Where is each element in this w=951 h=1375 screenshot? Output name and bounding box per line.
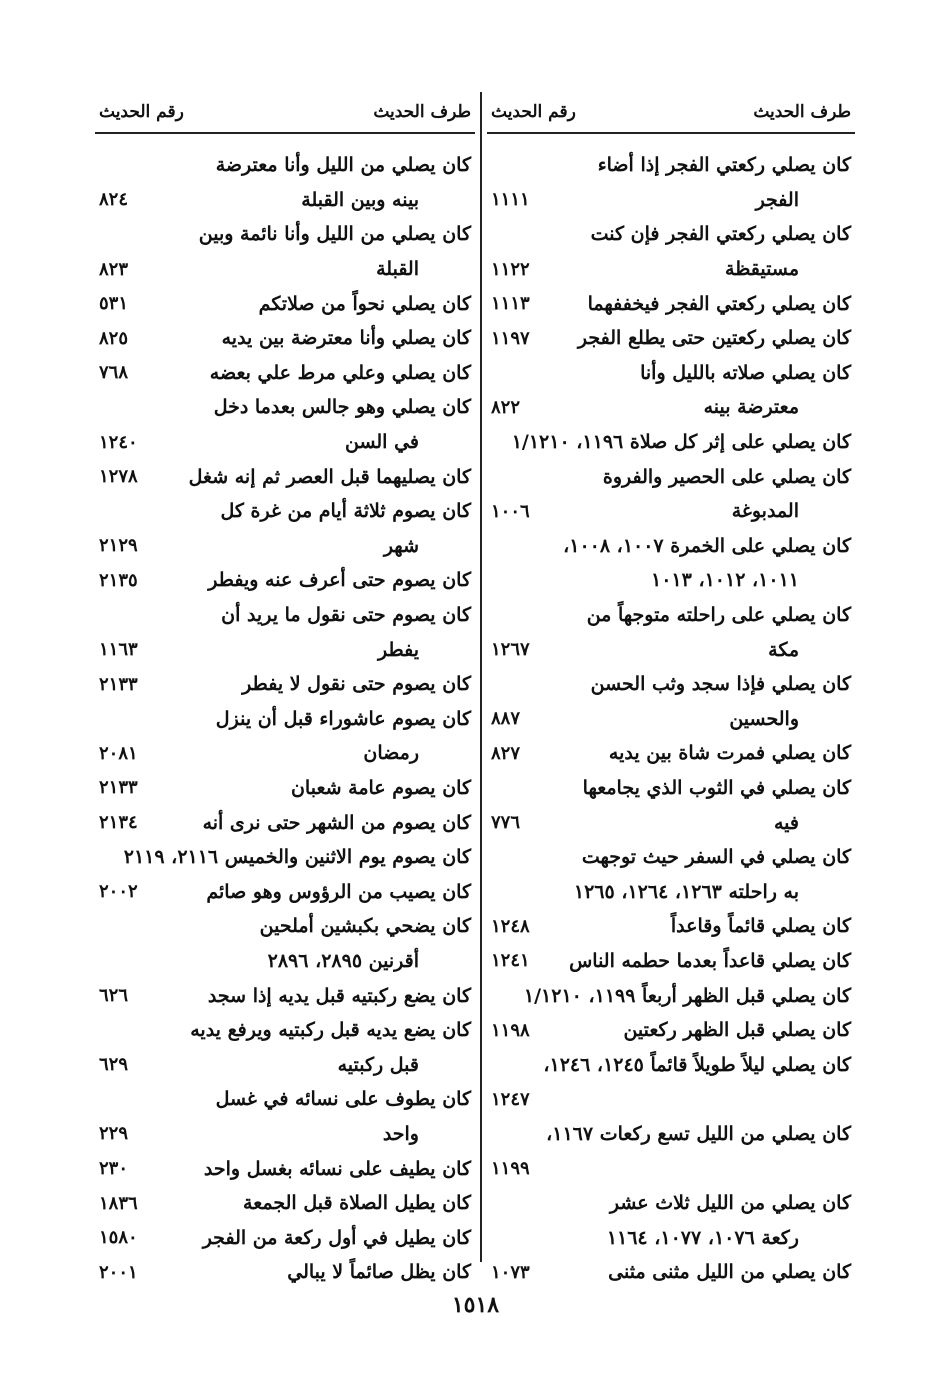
number-header: رقم الحديث: [99, 102, 184, 122]
index-entry-line: [95, 702, 475, 737]
hadith-term: كان يصلي نحواً من صلاتكم: [258, 292, 471, 315]
hadith-term: كان يصلي على راحلته متوجهاً من: [586, 604, 851, 627]
index-entry-line: [487, 459, 855, 494]
hadith-term: والحسين: [729, 707, 799, 730]
hadith-term: كان يصوم ثلاثة أيام من غرة كل: [220, 500, 471, 523]
hadith-number: ١٠٠٦: [491, 500, 530, 522]
index-entry-line: [487, 840, 855, 875]
hadith-term: قبل ركبتيه: [337, 1053, 419, 1076]
hadith-term: كان يصلي قائماً وقاعداً: [670, 915, 851, 938]
index-entry-line: [487, 390, 855, 425]
hadith-term: شهر: [383, 534, 419, 557]
index-entry-line: [95, 356, 475, 391]
hadith-term: كان يصلي في الثوب الذي يجامعها: [582, 776, 851, 799]
hadith-term: كان يصلي من الليل وأنا معترضة: [215, 154, 471, 177]
hadith-number: ١١٦٣: [99, 639, 138, 661]
hadith-number: ١٢٤١: [491, 950, 530, 972]
hadith-number: ٢٠٨١: [99, 742, 138, 764]
hadith-term: كان يصلي قبل الظهر ركعتين: [623, 1019, 851, 1042]
hadith-term: مستيقظة: [725, 258, 799, 281]
hadith-term: ١٠١١، ١٠١٢، ١٠١٣: [651, 569, 799, 592]
hadith-number: ١٢٤٨: [491, 915, 530, 937]
hadith-term: كان يصوم من الشهر حتى نرى أنه: [202, 811, 471, 834]
hadith-number: ٢١٢٩: [99, 535, 138, 557]
hadith-term: كان يصوم يوم الاثنين والخميس ٢١١٦، ٢١١٩: [123, 846, 471, 869]
index-entry-line: [487, 563, 855, 598]
index-entry-line: [487, 529, 855, 564]
right-entries: [487, 148, 855, 1290]
index-entry-line: [487, 978, 855, 1013]
hadith-term: القبلة: [376, 258, 419, 281]
index-entry-line: [487, 909, 855, 944]
hadith-number: ٢١٣٥: [99, 569, 138, 591]
index-entry-line: [487, 321, 855, 356]
index-entry-line: [95, 1186, 475, 1221]
hadith-term: في السن: [344, 431, 419, 454]
hadith-number: ٨٢٥: [99, 327, 129, 349]
index-entry-line: [95, 494, 475, 529]
index-entry-line: [487, 874, 855, 909]
index-entry-line: [95, 632, 475, 667]
hadith-number: ٨٢٤: [99, 189, 129, 211]
hadith-term: كان يصلي من الليل مثنى مثنى: [608, 1261, 851, 1284]
index-entry-line: [95, 874, 475, 909]
hadith-term: كان يطيل الصلاة قبل الجمعة: [243, 1192, 471, 1215]
index-entry-line: [95, 390, 475, 425]
index-entry-line: [95, 286, 475, 321]
hadith-number: ١٢٤٧: [491, 1088, 530, 1110]
hadith-term: كان يصلي ركعتي الفجر فيخففهما: [587, 292, 851, 315]
hadith-term: الفجر: [755, 188, 799, 211]
hadith-number: ٢١٣٤: [99, 812, 138, 834]
index-entry-line: [487, 736, 855, 771]
hadith-term: كان يصلي ركعتين حتى يطلع الفجر: [577, 327, 851, 350]
hadith-number: ٢٠٠١: [99, 1261, 138, 1283]
index-entry-line: [95, 944, 475, 979]
index-entry-line: [487, 1013, 855, 1048]
index-entry-line: [487, 598, 855, 633]
hadith-term: كان يصوم عاشوراء قبل أن ينزل: [215, 707, 471, 730]
hadith-term: كان يصلي على الخمرة ١٠٠٧، ١٠٠٨،: [563, 534, 851, 557]
hadith-number: ١١٩٧: [491, 327, 530, 349]
number-header: رقم الحديث: [491, 102, 576, 122]
index-entry-line: [487, 667, 855, 702]
index-entry-line: [95, 1151, 475, 1186]
index-entry-line: [95, 909, 475, 944]
index-entry-line: [487, 1047, 855, 1082]
hadith-term: كان يصلي ركعتي الفجر فإن كنت: [590, 223, 851, 246]
hadith-number: ٢١٣٣: [99, 777, 138, 799]
term-header: طرف الحديث: [373, 102, 471, 122]
index-entry-line: [487, 702, 855, 737]
hadith-number: ٥٣١: [99, 293, 129, 315]
hadith-term: كان يصلي في السفر حيث توجهت: [581, 846, 851, 869]
index-entry-line: [487, 1082, 855, 1117]
index-entry-line: [95, 1082, 475, 1117]
index-entry-line: [95, 1013, 475, 1048]
hadith-term: كان يصوم حتى أعرف عنه ويفطر: [208, 569, 471, 592]
index-entry-line: [487, 944, 855, 979]
index-entry-line: [95, 321, 475, 356]
hadith-term: كان يصلي ركعتي الفجر إذا أضاء: [597, 154, 851, 177]
hadith-term: به راحلته ١٢٦٣، ١٢٦٤، ١٢٦٥: [573, 880, 799, 903]
index-entry-line: [487, 425, 855, 460]
index-entry-line: [95, 1047, 475, 1082]
index-entry-line: [95, 1220, 475, 1255]
left-column: [95, 92, 475, 1290]
hadith-term: كان يصلي وأنا معترضة بين يديه: [221, 327, 471, 350]
hadith-number: ٦٢٦: [99, 985, 129, 1007]
hadith-number: ١١٢٢: [491, 258, 530, 280]
index-entry-line: [95, 598, 475, 633]
hadith-term: كان يصلي على إثر كل صلاة ١١٩٦، ١/١٢١٠: [511, 431, 851, 454]
hadith-term: أقرنين ٢٨٩٥، ٢٨٩٦: [267, 949, 419, 972]
hadith-term: يفطر: [378, 638, 419, 661]
index-entry-line: [95, 736, 475, 771]
hadith-number: ٨٨٧: [491, 708, 521, 730]
index-entry-line: [95, 805, 475, 840]
page-number: ١٥١٨: [451, 1292, 500, 1318]
hadith-term: كان يضع يديه قبل ركبتيه ويرفع يديه: [190, 1019, 471, 1042]
index-entry-line: [95, 183, 475, 218]
left-entries: [95, 148, 475, 1290]
index-entry-line: [95, 425, 475, 460]
hadith-number: ١١١١: [491, 189, 530, 211]
index-entry-line: [487, 183, 855, 218]
hadith-term: ركعة ١٠٧٦، ١٠٧٧، ١١٦٤: [606, 1226, 799, 1249]
hadith-term: المدبوغة: [731, 500, 799, 523]
column-divider: [480, 92, 482, 1262]
index-entry-line: [95, 148, 475, 183]
hadith-term: كان يصيب من الرؤوس وهو صائم: [206, 880, 471, 903]
index-entry-line: [95, 1117, 475, 1152]
hadith-number: ١٥٨٠: [99, 1227, 138, 1249]
hadith-term: كان يصوم حتى نقول لا يفطر: [242, 673, 471, 696]
index-entry-line: [487, 805, 855, 840]
hadith-term: كان يصلي قبل الظهر أربعاً ١١٩٩، ١/١٢١٠: [523, 984, 851, 1007]
hadith-term: كان يطيف على نسائه بغسل واحد: [203, 1157, 471, 1180]
hadith-number: ٢٢٩: [99, 1123, 129, 1145]
header-rule: [95, 132, 475, 134]
index-entry-line: [487, 1151, 855, 1186]
hadith-term: كان يصلي على الحصير والفروة: [602, 465, 851, 488]
index-entry-line: [487, 148, 855, 183]
hadith-term: واحد: [382, 1122, 419, 1145]
hadith-number: ١١١٣: [491, 293, 530, 315]
index-entry-line: [95, 978, 475, 1013]
hadith-term: كان يصلي وعلي مرط علي بعضه: [209, 361, 471, 384]
hadith-number: ١٢٤٠: [99, 431, 138, 453]
index-entry-line: [95, 771, 475, 806]
index-entry-line: [487, 1117, 855, 1152]
index-entry-line: [487, 252, 855, 287]
hadith-term: كان يصلي من الليل تسع ركعات ١١٦٧،: [546, 1122, 851, 1145]
hadith-number: ٧٦٨: [99, 362, 129, 384]
hadith-term: كان يضع ركبتيه قبل يديه إذا سجد: [207, 984, 471, 1007]
hadith-term: كان يطيل في أول ركعة من الفجر: [202, 1226, 471, 1249]
hadith-term: كان يصلي من الليل ثلاث عشر: [609, 1192, 851, 1215]
index-entry-line: [487, 1186, 855, 1221]
hadith-term: كان يصلي ليلاً طويلاً قائماً ١٢٤٥، ١٢٤٦،: [543, 1053, 851, 1076]
hadith-term: كان يصلي من الليل وأنا نائمة وبين: [198, 223, 471, 246]
hadith-term: كان يطوف على نسائه في غسل: [215, 1088, 471, 1111]
term-header: طرف الحديث: [753, 102, 851, 122]
hadith-number: ١٨٣٦: [99, 1192, 138, 1214]
hadith-number: ٢٣٠: [99, 1158, 129, 1180]
index-entry-line: [487, 1220, 855, 1255]
hadith-term: فيه: [773, 811, 799, 834]
hadith-term: كان يضحي بكبشين أملحين: [259, 915, 471, 938]
header-rule: [487, 132, 855, 134]
hadith-number: ٢٠٠٢: [99, 881, 138, 903]
hadith-number: ١٠٧٣: [491, 1261, 530, 1283]
index-entry-line: [95, 252, 475, 287]
index-entry-line: [487, 356, 855, 391]
index-entry-line: [95, 840, 475, 875]
hadith-number: ٨٢٢: [491, 396, 521, 418]
hadith-number: ٨٢٧: [491, 742, 521, 764]
hadith-number: ١٢٦٧: [491, 639, 530, 661]
index-entry-line: [487, 1255, 855, 1290]
index-entry-line: [95, 1255, 475, 1290]
hadith-term: معترضة بينه: [703, 396, 799, 419]
hadith-number: ٢١٣٣: [99, 673, 138, 695]
hadith-term: كان يصوم عامة شعبان: [290, 776, 471, 799]
index-entry-line: [487, 217, 855, 252]
index-entry-line: [487, 632, 855, 667]
index-entry-line: [95, 529, 475, 564]
hadith-number: ٦٢٩: [99, 1054, 129, 1076]
index-entry-line: [95, 667, 475, 702]
index-entry-line: [95, 459, 475, 494]
index-entry-line: [95, 563, 475, 598]
hadith-term: كان يصلي فإذا سجد وثب الحسن: [590, 673, 851, 696]
hadith-term: رمضان: [363, 742, 419, 765]
hadith-number: ٧٧٦: [491, 812, 521, 834]
hadith-term: مكة: [768, 638, 799, 661]
right-column: [487, 92, 855, 1290]
index-entry-line: [487, 771, 855, 806]
hadith-number: ١٢٧٨: [99, 466, 138, 488]
hadith-term: كان يصوم حتى نقول ما يريد أن: [221, 604, 471, 627]
index-entry-line: [487, 286, 855, 321]
hadith-number: ١١٩٩: [491, 1158, 530, 1180]
hadith-term: كان يصليهما قبل العصر ثم إنه شغل: [188, 465, 471, 488]
hadith-term: بينه وبين القبلة: [301, 188, 419, 211]
hadith-term: كان يصلي قاعداً بعدما حطمه الناس: [569, 949, 851, 972]
left-column-header: [95, 92, 475, 132]
index-entry-line: [487, 494, 855, 529]
right-column-header: [487, 92, 855, 132]
hadith-number: ١١٩٨: [491, 1019, 530, 1041]
hadith-number: ٨٢٣: [99, 258, 129, 280]
hadith-term: كان يصلي صلاته بالليل وأنا: [640, 361, 851, 384]
hadith-term: كان يظل صائماً لا يبالي: [287, 1261, 471, 1284]
index-entry-line: [95, 217, 475, 252]
hadith-term: كان يصلي فمرت شاة بين يديه: [608, 742, 851, 765]
hadith-term: كان يصلي وهو جالس بعدما دخل: [213, 396, 471, 419]
